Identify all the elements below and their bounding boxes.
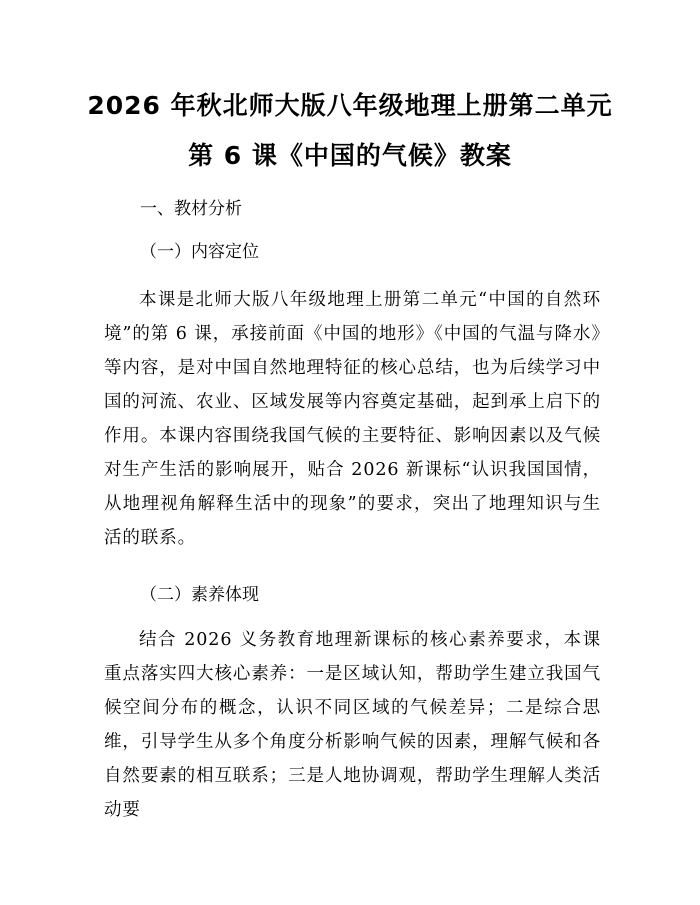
subsection-heading-content-positioning: （一）内容定位 [140,242,259,262]
document-title-line-1: 2026 年秋北师大版八年级地理上册第二单元 [87,91,613,120]
subsection-heading-literacy: （二）素养体现 [140,585,259,605]
paragraph-literacy: 结合 2026 义务教育地理新课标的核心素养要求，本课重点落实四大核心素养：一是区域认知，帮助学生建立我国气候空间分布的概念，认识不同区域的气候差异；二是综合思维，引导学生从多个角度分析影响气候的因素，理解气候和各自然要素的相互联系；三是人地协调观，帮助学生理解人类活动要 [104,630,601,820]
document-title-line-2: 第 6 课《中国的气候》教案 [188,141,512,170]
paragraph-content-positioning: 本课是北师大版八年级地理上册第二单元“中国的自然环境”的第 6 课，承接前面《中国的地形》《中国的气温与降水》等内容，是对中国自然地理特征的核心总结，也为后续学习中国的河流、农业、区域发展等内容奠定基础，起到承上启下的作用。本课内容围绕我国气候的主要特征、影响因素以及气候对生产生活的影响展开，贴合 2026 新课标“认识我国国情，从地理视角解释生活中的现象”的要求，突出了地理知识与生活的联系。 [104,290,601,548]
section-heading-textbook-analysis: 一、教材分析 [140,199,242,219]
